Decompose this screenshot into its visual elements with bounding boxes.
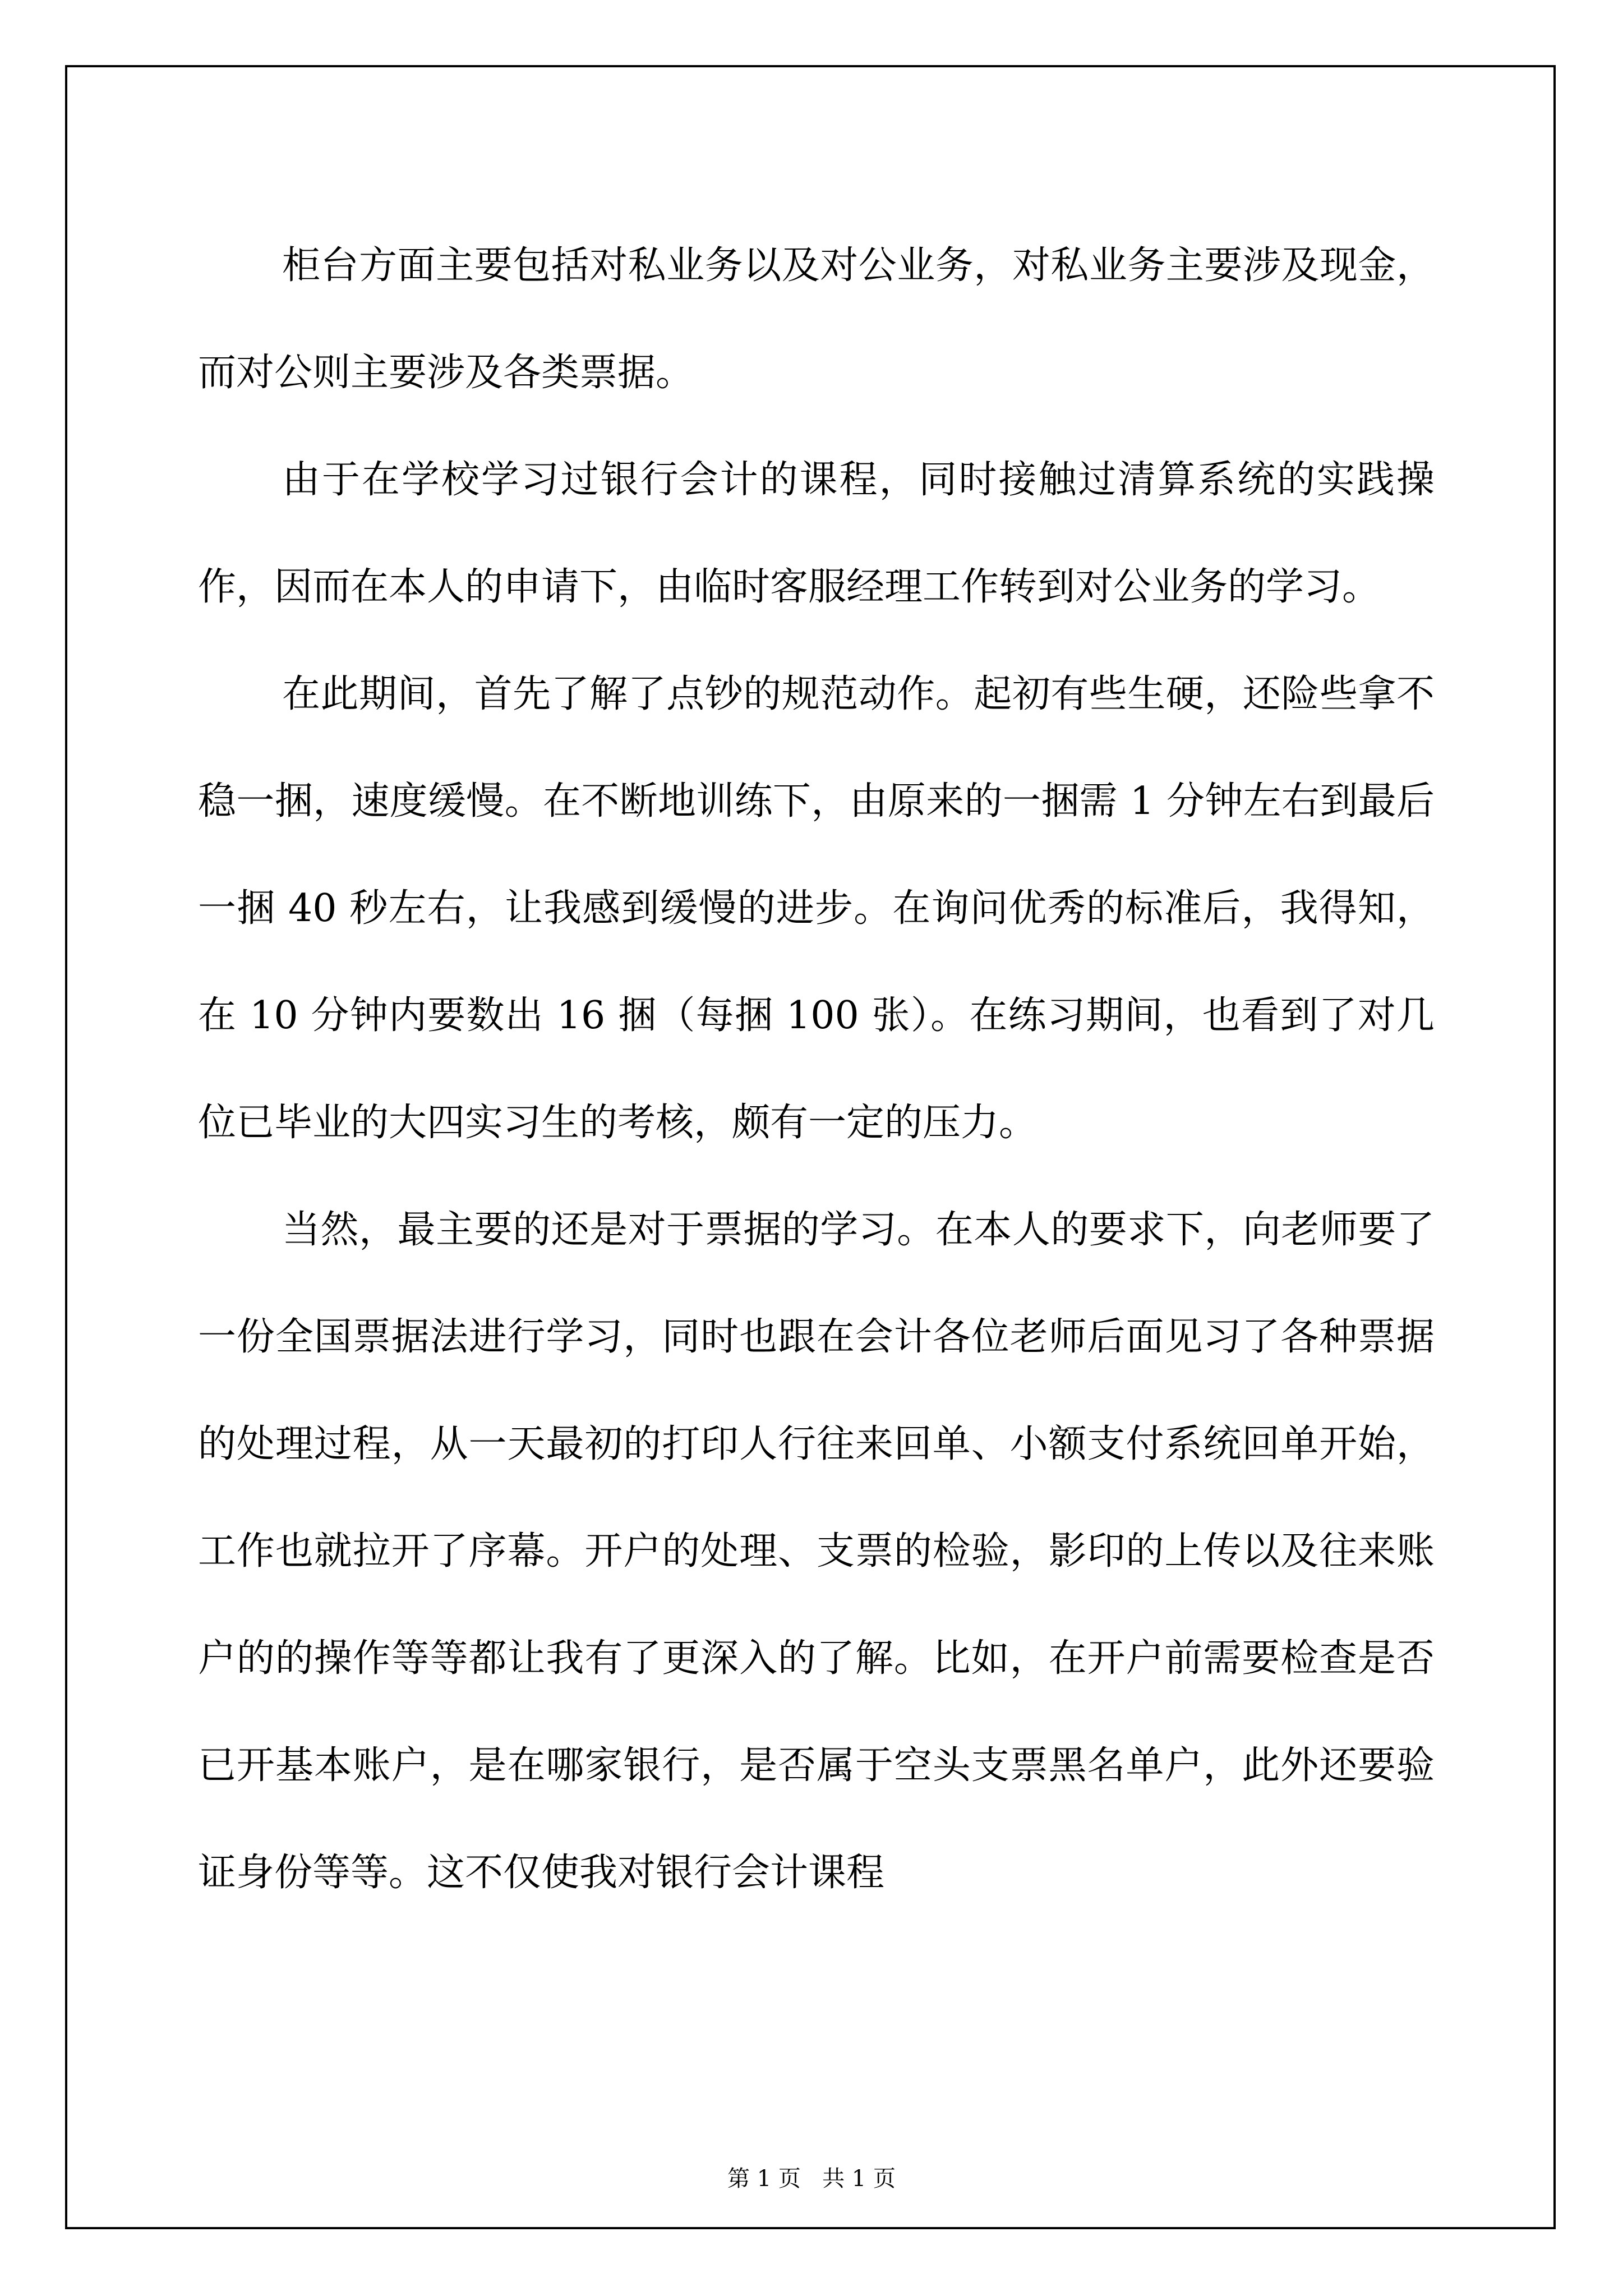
page-number-total: 共 1 页 [822,2166,896,2192]
page-number-current: 第 1 页 [727,2166,801,2192]
paragraph-cash-counting: 在此期间，首先了解了点钞的规范动作。起初有些生硬，还险些拿不稳一捆，速度缓慢。在不断地训练下，由原来的一捆需 1 分钟左右到最后一捆 40 秒左右，让我感到缓慢的进步。在询问优秀的标准后，我得知，在 10 分钟内要数出 16 捆（每捆 100 张）。在练习期间，也看到了对几位已毕业的大四实习生的考核，颇有一定的压力。 [198,672,1435,1145]
paragraph-counter-business: 柜台方面主要包括对私业务以及对公业务，对私业务主要涉及现金，而对公则主要涉及各类票据。 [198,243,1435,395]
page-footer [0,2161,1623,2193]
paragraph-bill-learning: 当然，最主要的还是对于票据的学习。在本人的要求下，向老师要了一份全国票据法进行学习，同时也跟在会计各位老师后面见习了各种票据的处理过程，从一天最初的打印人行往来回单、小额支付系统回单开始，工作也就拉开了序幕。开户的处理、支票的检验，影印的上传以及往来账户的的操作等等都让我有了更深入的了解。比如，在开户前需要检查是否已开基本账户，是在哪家银行，是否属于空头支票黑名单户，此外还要验证身份等等。这不仅使我对银行会计课程 [198,1208,1435,1895]
document-body [198,212,1435,1926]
paragraph-transfer-to-corporate: 由于在学校学习过银行会计的课程，同时接触过清算系统的实践操作，因而在本人的申请下，由临时客服经理工作转到对公业务的学习。 [198,458,1435,609]
